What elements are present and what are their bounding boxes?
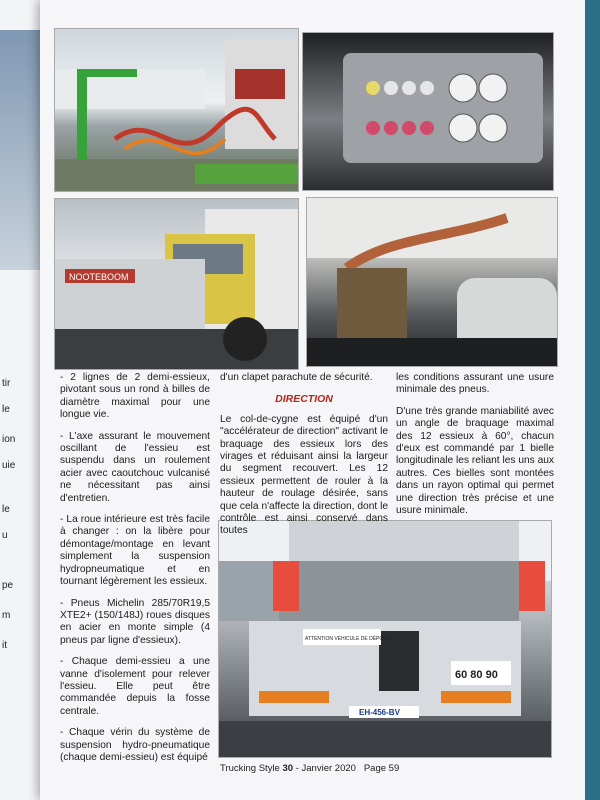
section-heading: DIRECTION bbox=[275, 393, 333, 406]
paragraph: les conditions assurant une usure minimale des pneus. bbox=[396, 372, 554, 396]
photo-coupling-hoses bbox=[54, 28, 299, 192]
photo-hydraulic-detail-art bbox=[307, 198, 557, 366]
footer-separator: - bbox=[295, 763, 299, 774]
photo-trailer-rear-art bbox=[219, 521, 551, 757]
paragraph: - Pneus Michelin 285/70R19,5 XTE2+ (150/148J) roues disques en acier en monte simple (4 pneus par ligne d'essieux). bbox=[60, 597, 210, 646]
prev-fragment: le bbox=[2, 504, 10, 515]
photo-trailer-truck bbox=[54, 198, 299, 370]
previous-page-edge bbox=[0, 0, 44, 800]
magazine-page bbox=[40, 0, 585, 800]
photo-control-panel-art bbox=[303, 33, 553, 190]
notice-text: ATTENTION VÉHICULE DE DÉPORTE bbox=[305, 636, 394, 642]
photo-hydraulic-detail bbox=[306, 197, 558, 367]
license-plate: EH-456-BV bbox=[359, 708, 400, 717]
photo-control-panel bbox=[302, 32, 554, 191]
prev-fragment: m bbox=[2, 610, 11, 621]
prev-page-photo bbox=[0, 30, 40, 270]
page-number: Page 59 bbox=[363, 763, 400, 774]
text-column-3 bbox=[396, 372, 554, 526]
paragraph: D'une très grande maniabilité avec un angle de braquage maximal des 12 essieux à 60°, chacun d'eux est commandé par 1 bielle longitudinale les reliant les uns aux autres. Ces bielles sont montées dans un rayon optimal qui permet une direction très précise et une usure minimale. bbox=[396, 405, 555, 517]
paragraph: - 2 lignes de 2 demi-essieux, pivotant sous un rond à billes de diamètre maximal pour une longue vie. bbox=[60, 372, 210, 421]
paragraph: - Chaque vérin du système de suspension hydro-pneumatique (chaque demi-essieu) est équipé bbox=[60, 727, 210, 763]
paragraph: - La roue intérieure est très facile à changer : on la libère pour démontage/montage en levant simplement la suspension hydropneumatique et en tournant légèrement les essieux. bbox=[60, 514, 210, 588]
background-right bbox=[585, 0, 600, 800]
prev-fragment: uie bbox=[2, 460, 16, 471]
prev-fragment: ion bbox=[2, 434, 16, 445]
paragraph: d'un clapet parachute de sécurité. bbox=[220, 372, 373, 383]
paragraph: - Chaque demi-essieu a une vanne d'isolement pour relever l'essieu. Elle peut être commandée depuis la fosse centrale. bbox=[60, 656, 210, 717]
text-column-2 bbox=[220, 372, 388, 547]
issue-date: Janvier 2020 bbox=[301, 763, 356, 774]
speed-sign: 60 80 90 bbox=[455, 669, 498, 681]
brand-label: NOOTEBOOM bbox=[69, 272, 129, 282]
prev-fragment: le bbox=[2, 404, 10, 415]
prev-fragment: tir bbox=[2, 378, 11, 389]
photo-coupling-hoses-art bbox=[55, 29, 298, 191]
magazine-name: Trucking Style bbox=[220, 763, 280, 774]
prev-fragment: pe bbox=[2, 580, 14, 591]
paragraph: - L'axe assurant le mouvement oscillant de l'essieu est suspendu dans un roulement acier avec caoutchouc vulcanisé ne nécessitant pas ainsi d'entretien. bbox=[60, 430, 210, 504]
photo-trailer-rear bbox=[218, 520, 552, 758]
photo-trailer-truck-art bbox=[55, 199, 298, 369]
prev-fragment: u bbox=[2, 530, 8, 541]
paragraph: Le col-de-cygne est équipé d'un "accélérateur de direction" activant le braquage des essieux lors des virages et réduisant ainsi la largeur du segment recouvert. Les 12 essieux permettent de rouler à la hauteur de roulage désirée, sans que cela n'affecte la direction, dont le contrôle est ainsi conservé dans toutes bbox=[220, 413, 388, 537]
issue-number: 30 bbox=[282, 763, 294, 774]
page-footer bbox=[220, 763, 399, 774]
text-column-1 bbox=[60, 372, 210, 773]
prev-fragment: it bbox=[2, 640, 7, 651]
